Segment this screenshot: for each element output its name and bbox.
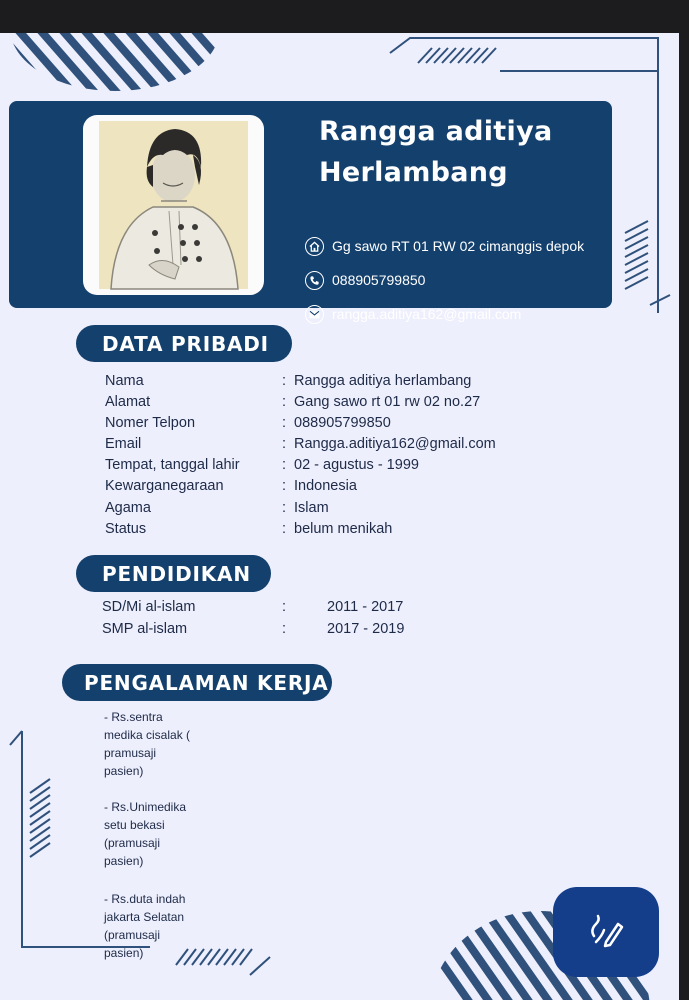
mail-icon: [305, 305, 324, 324]
experience-line: (pramusaji: [104, 928, 161, 942]
contact-email: [305, 302, 521, 326]
field-value: Indonesia: [294, 478, 357, 494]
colon-separator: :: [282, 478, 287, 494]
education-row: [102, 599, 422, 619]
field-value: Islam: [294, 500, 329, 516]
school-years: 2017 - 2019: [327, 621, 405, 637]
field-label: Kewarganegaraan: [105, 478, 224, 494]
experience-line: (pramusaji: [104, 836, 161, 850]
home-icon: [305, 237, 324, 256]
field-label: Agama: [105, 500, 151, 516]
experience-line: pramusaji: [104, 746, 157, 760]
name-line-1: Rangga aditiya: [319, 116, 553, 147]
school-name: SMP al-islam: [102, 621, 188, 637]
colon-separator: :: [282, 521, 287, 537]
field-label: Tempat, tanggal lahir: [105, 457, 240, 473]
field-label: Status: [105, 521, 147, 537]
experience-line: jakarta Selatan: [104, 910, 185, 924]
line-frame-decoration-bottom-left: [0, 713, 280, 1000]
education-row: [102, 621, 422, 641]
school-name: SD/Mi al-islam: [102, 599, 196, 615]
field-label: Nomer Telpon: [105, 415, 196, 431]
colon-separator: :: [282, 415, 287, 431]
contact-address: [305, 234, 584, 258]
field-value: 02 - agustus - 1999: [294, 457, 419, 473]
email-text: rangga.aditiya162@gmail.com: [332, 306, 522, 322]
edit-button[interactable]: [553, 887, 659, 977]
field-label: Nama: [105, 373, 144, 389]
experience-line: pasien): [104, 946, 144, 960]
experience-line: - Rs.Unimedika: [104, 800, 187, 814]
colon-separator: :: [282, 373, 287, 389]
colon-separator: :: [282, 500, 287, 516]
section-title-pendidikan: PENDIDIKAN: [76, 555, 271, 592]
experience-line: medika cisalak (: [104, 728, 191, 742]
section-title-data-pribadi: DATA PRIBADI: [76, 325, 292, 362]
field-value: Gang sawo rt 01 rw 02 no.27: [294, 394, 481, 410]
colon-separator: :: [282, 621, 287, 637]
name-line-2: Herlambang: [319, 157, 508, 188]
experience-line: pasien): [104, 854, 144, 868]
phone-text: 088905799850: [332, 272, 426, 288]
field-value: 088905799850: [294, 415, 391, 431]
colon-separator: :: [282, 599, 287, 615]
header-banner: [9, 101, 612, 322]
address-text: Gg sawo RT 01 RW 02 cimanggis depok: [332, 238, 585, 254]
colon-separator: :: [282, 436, 287, 452]
phone-icon: [305, 271, 324, 290]
chef-portrait-image: [83, 115, 264, 295]
field-value: Rangga.aditiya162@gmail.com: [294, 436, 496, 452]
cv-page: [0, 33, 679, 1000]
section-title-pengalaman-kerja: PENGALAMAN KERJA: [62, 664, 332, 701]
field-label: Email: [105, 436, 142, 452]
school-years: 2011 - 2017: [327, 599, 404, 615]
edit-icon: [586, 910, 626, 955]
colon-separator: :: [282, 394, 287, 410]
field-label: Alamat: [105, 394, 151, 410]
colon-separator: :: [282, 457, 287, 473]
candidate-name: [319, 111, 609, 193]
field-value: belum menikah: [294, 521, 393, 537]
experience-line: pasien): [104, 764, 144, 778]
contact-phone: [305, 268, 425, 292]
experience-line: - Rs.duta indah: [104, 892, 186, 906]
striped-circle-decoration-top: [0, 33, 230, 103]
experience-line: - Rs.sentra: [104, 710, 163, 724]
experience-line: setu bekasi: [104, 818, 165, 832]
profile-photo: [83, 115, 264, 295]
field-value: Rangga aditiya herlambang: [294, 373, 472, 389]
